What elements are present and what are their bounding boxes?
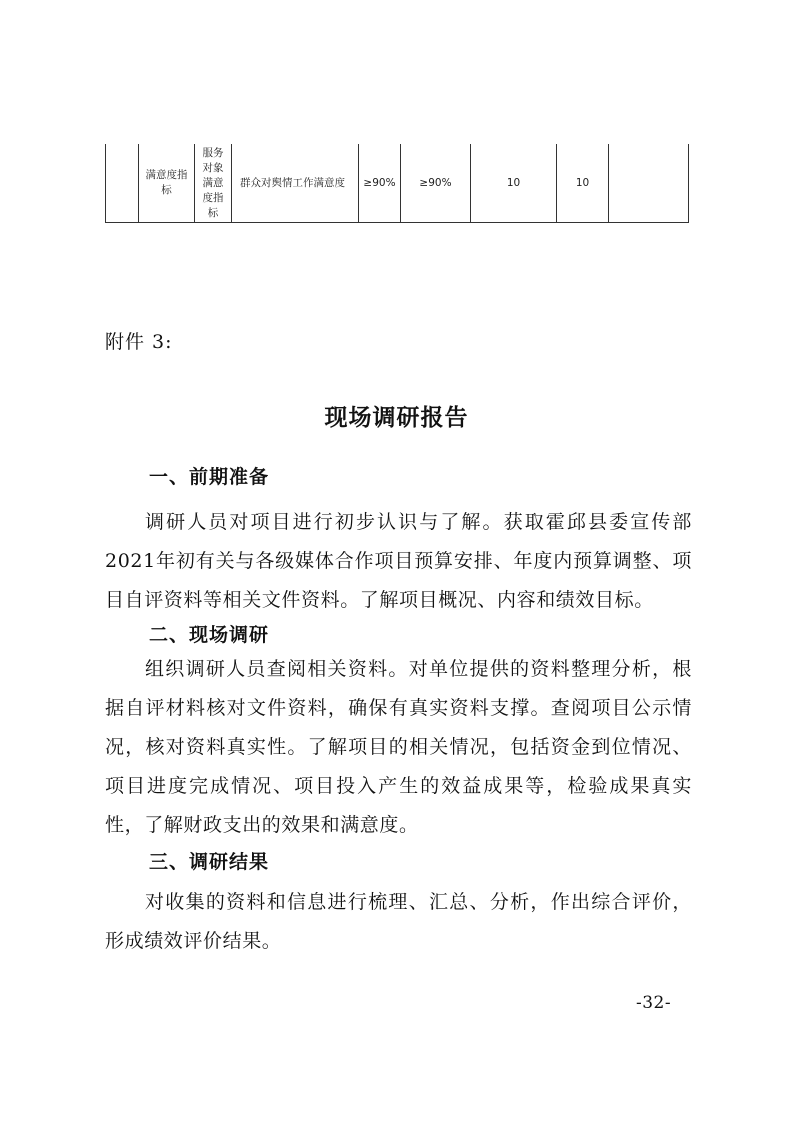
table-cell-remark	[609, 144, 689, 223]
report-title: 现场调研报告	[324, 405, 469, 431]
table-cell-level2-indicator: 满意度指标	[139, 144, 195, 223]
section-body-result: 对收集的资料和信息进行梳理、汇总、分析，作出综合评价，形成绩效评价结果。	[105, 891, 692, 952]
table-cell-actual-value: ≥90%	[401, 144, 471, 223]
section-heading-survey: 二、现场调研	[149, 624, 270, 646]
section-body-survey: 组织调研人员查阅相关资料。对单位提供的资料整理分析，根据自评材料核对文件资料，确保有真实资料支撑。查阅项目公示情况，核对资料真实性。了解项目的相关情况，包括资金到位情况、项目进度完成情况、项目投入产生的效益成果等，检验成果真实性，了解财政支出的效果和满意度。	[105, 658, 692, 836]
table-cell-level3-indicator: 服务对象满意度指标	[195, 144, 232, 223]
table-cell-target-value: ≥90%	[359, 144, 401, 223]
page-number: -32-	[636, 993, 672, 1013]
table-cell-score: 10	[557, 144, 609, 223]
indicator-table-fragment	[105, 144, 689, 223]
attachment-label: 附件 3:	[105, 331, 173, 353]
section-heading-prep: 一、前期准备	[149, 466, 270, 488]
table-cell-level1	[106, 144, 139, 223]
table-row	[106, 144, 689, 223]
section-heading-result: 三、调研结果	[149, 851, 270, 873]
table-cell-weight: 10	[471, 144, 557, 223]
section-body-prep: 调研人员对项目进行初步认识与了解。获取霍邱县委宣传部2021年初有关与各级媒体合作项目预算安排、年度内预算调整、项目自评资料等相关文件资料。了解项目概况、内容和绩效目标。	[105, 511, 692, 611]
table-cell-indicator-content: 群众对舆情工作满意度	[232, 144, 359, 223]
